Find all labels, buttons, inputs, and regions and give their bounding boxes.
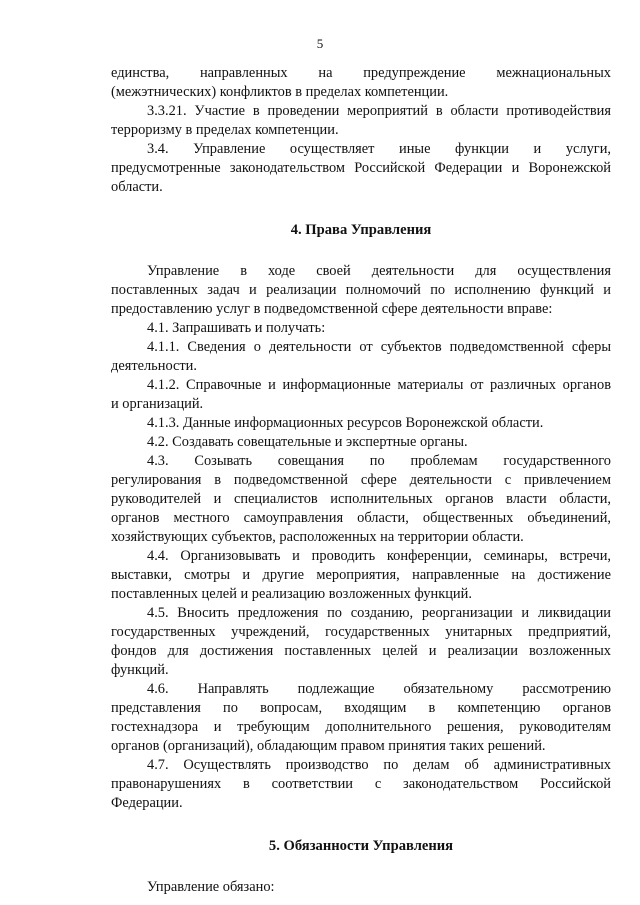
text-line: предусмотренные законодательством Российской Федерации и Воронежской xyxy=(111,160,611,176)
text-line: 4.7. Осуществлять производство по делам об административных xyxy=(147,757,611,773)
text-line: Управление в ходе своей деятельности для осуществления xyxy=(147,263,611,279)
text-line: поставленных задач и реализации полномочий по исполнению функций и xyxy=(111,282,611,298)
text-line: терроризму в пределах компетенции. xyxy=(111,122,339,138)
text-line: руководителей и специалистов исполнительных органов власти области, xyxy=(111,491,611,507)
text-line: регулирования в подведомственной сфере деятельности с привлечением xyxy=(111,472,611,488)
text-line: 4.5. Вносить предложения по созданию, реорганизации и ликвидации xyxy=(147,605,611,621)
text-line: функций. xyxy=(111,662,169,678)
text-line: (межэтнических) конфликтов в пределах компетенции. xyxy=(111,84,449,100)
text-line: 4.6. Направлять подлежащие обязательному рассмотрению xyxy=(147,681,611,697)
page-number: 5 xyxy=(316,36,324,51)
text-line: органов (организаций), обладающим правом принятия таких решений. xyxy=(111,738,546,754)
text-line: представления по вопросам, входящим в компетенцию органов xyxy=(111,700,611,716)
text-line: государственных учреждений, государственных унитарных предприятий, xyxy=(111,624,611,640)
text-line: предоставлению услуг в подведомственной сфере деятельности вправе: xyxy=(111,301,553,317)
text-line: области. xyxy=(111,179,163,195)
text-line: Управление обязано: xyxy=(147,879,275,895)
text-line: 3.4. Управление осуществляет иные функции и услуги, xyxy=(147,141,611,157)
text-line: фондов для достижения поставленных целей и реализации возложенных xyxy=(111,643,611,659)
text-line: правонарушениях в соответствии с законодательством Российской xyxy=(111,776,611,792)
text-line: 4.1.1. Сведения о деятельности от субъектов подведомственной сферы xyxy=(147,339,611,355)
text-line: хозяйствующих субъектов, расположенных на территории области. xyxy=(111,529,524,545)
text-line: деятельности. xyxy=(111,358,197,374)
document-body xyxy=(111,64,611,897)
text-line: органов местного самоуправления области, общественных объединений, xyxy=(111,510,611,526)
text-line: выставки, смотры и другие мероприятия, направленные на достижение xyxy=(111,567,611,583)
section-heading: 5. Обязанности Управления xyxy=(268,838,454,854)
text-line: Федерации. xyxy=(111,795,183,811)
text-line: поставленных целей и реализацию возложенных функций. xyxy=(111,586,472,602)
text-line: 3.3.21. Участие в проведении мероприятий в области противодействия xyxy=(147,103,611,119)
text-line: 4.1. Запрашивать и получать: xyxy=(147,320,326,336)
text-line: 4.1.3. Данные информационных ресурсов Воронежской области. xyxy=(147,415,544,431)
text-line: гостехнадзора и требующим дополнительного решения, руководителям xyxy=(111,719,611,735)
text-line: и организаций. xyxy=(111,396,204,412)
text-line: единства, направленных на предупреждение межнациональных xyxy=(111,65,611,81)
text-line: 4.1.2. Справочные и информационные материалы от различных органов xyxy=(147,377,611,393)
text-line: 4.3. Созывать совещания по проблемам государственного xyxy=(147,453,611,469)
text-line: 4.4. Организовывать и проводить конференции, семинары, встречи, xyxy=(147,548,611,564)
text-line: 4.2. Создавать совещательные и экспертные органы. xyxy=(147,434,468,450)
section-heading: 4. Права Управления xyxy=(290,222,432,238)
